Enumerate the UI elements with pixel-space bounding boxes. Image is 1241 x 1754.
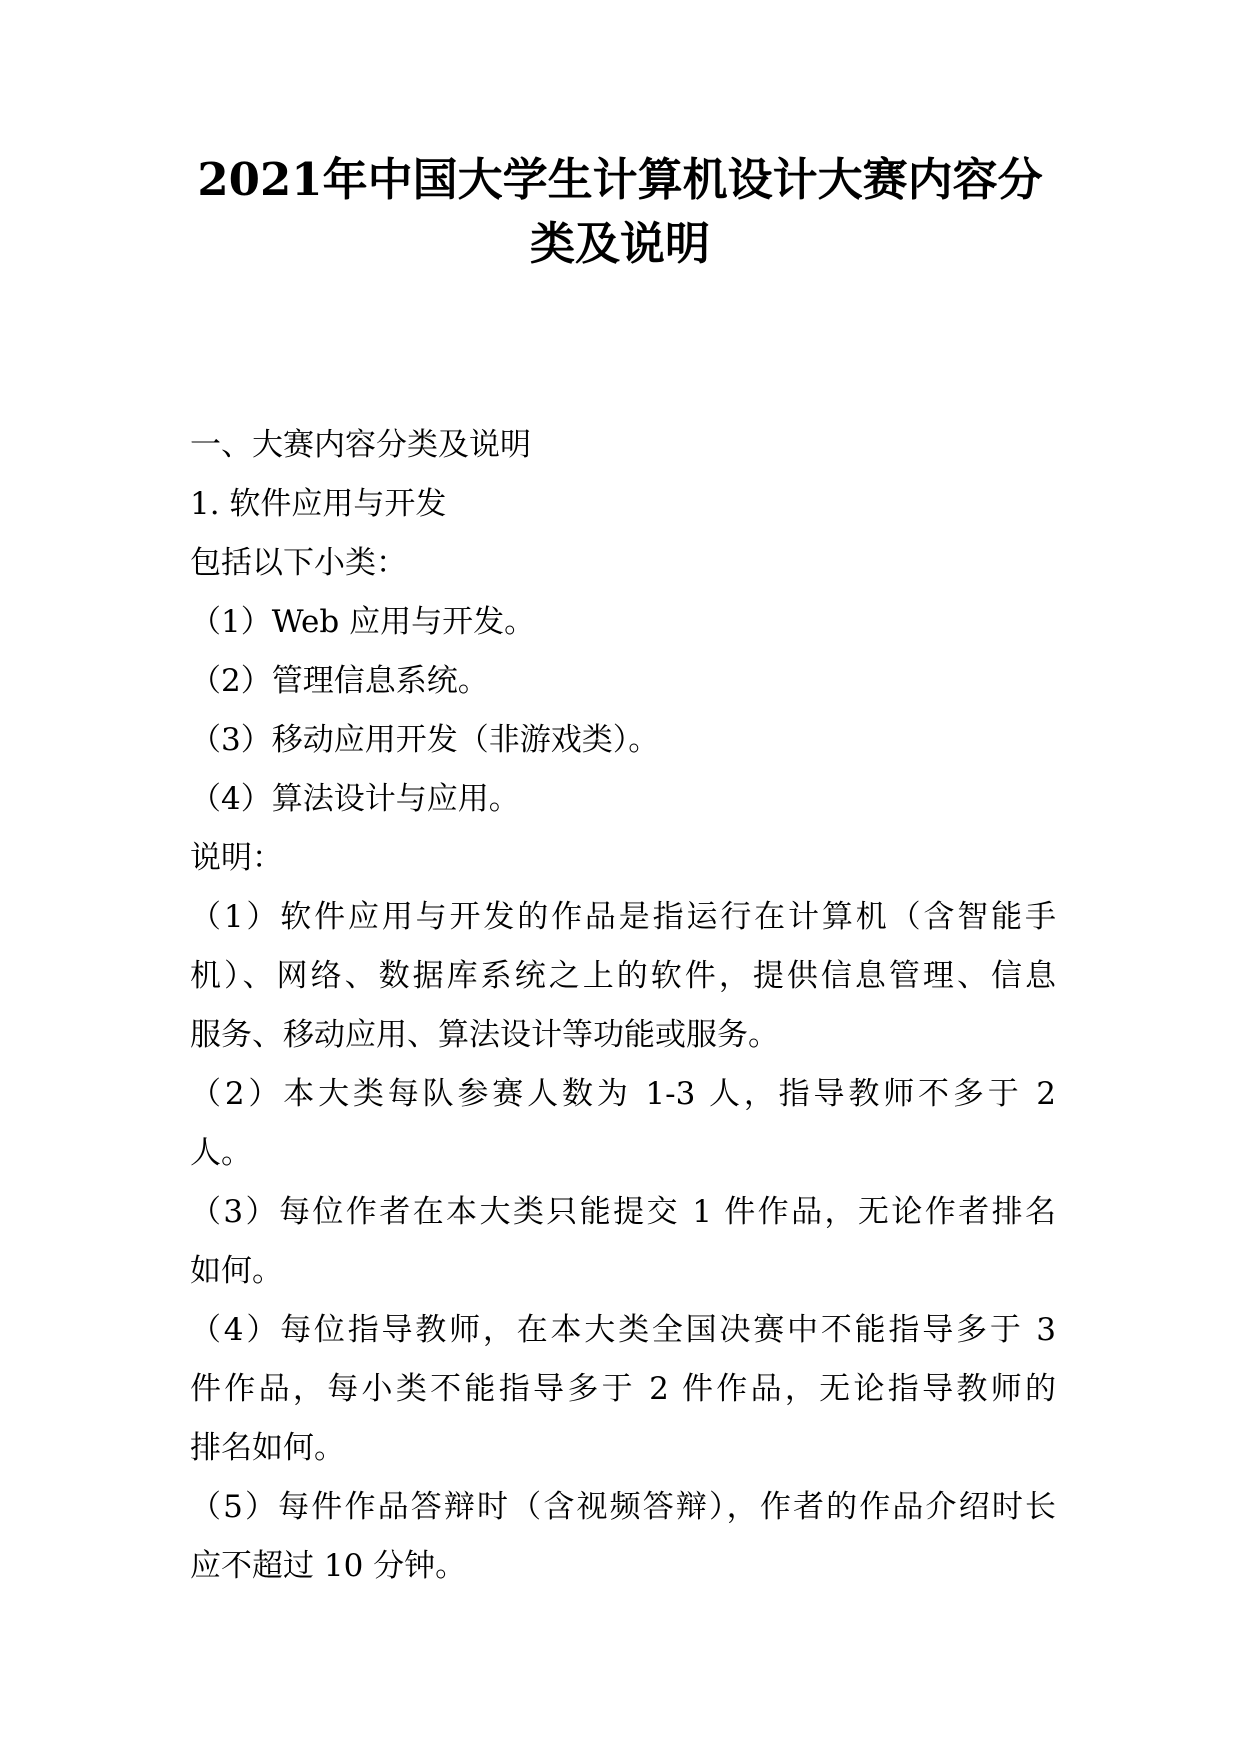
paragraph-line: 件作品，每小类不能指导多于 2 件作品，无论指导教师的 xyxy=(190,1371,1056,1407)
document-body xyxy=(190,416,1056,1596)
section-heading: 一、大赛内容分类及说明 xyxy=(190,427,531,463)
paragraph-line: 如何。 xyxy=(190,1253,283,1289)
paragraph-line: （1）软件应用与开发的作品是指运行在计算机（含智能手 xyxy=(190,899,1056,935)
paragraph-line: （2）本大类每队参赛人数为 1-3 人，指导教师不多于 2 xyxy=(190,1076,1056,1112)
paragraph-line: （5）每件作品答辩时（含视频答辩），作者的作品介绍时长 xyxy=(190,1489,1056,1525)
list-item: （4）算法设计与应用。 xyxy=(190,781,520,817)
document-title xyxy=(180,148,1060,276)
list-item: （1）Web 应用与开发。 xyxy=(190,604,536,640)
paragraph-line: 服务、移动应用、算法设计等功能或服务。 xyxy=(190,1017,779,1053)
paragraph-line: （3）每位作者在本大类只能提交 1 件作品，无论作者排名 xyxy=(190,1194,1056,1230)
paragraph-line: （4）每位指导教师，在本大类全国决赛中不能指导多于 3 xyxy=(190,1312,1056,1348)
paragraph-line: 排名如何。 xyxy=(190,1430,345,1466)
paragraph-line: 应不超过 10 分钟。 xyxy=(190,1548,467,1584)
subsection-heading: 1. 软件应用与开发 xyxy=(190,486,447,522)
list-item: （3）移动应用开发（非游戏类）。 xyxy=(190,722,660,758)
title-line-1: 2021年中国大学生计算机设计大赛内容分 xyxy=(197,153,1043,206)
paragraph-line: 人。 xyxy=(190,1135,252,1171)
title-line-2: 类及说明 xyxy=(529,217,710,270)
paragraph-line: 说明： xyxy=(190,840,283,876)
paragraph-line: 包括以下小类： xyxy=(190,545,407,581)
list-item: （2）管理信息系统。 xyxy=(190,663,489,699)
paragraph-line: 机）、网络、数据库系统之上的软件，提供信息管理、信息 xyxy=(190,958,1056,994)
